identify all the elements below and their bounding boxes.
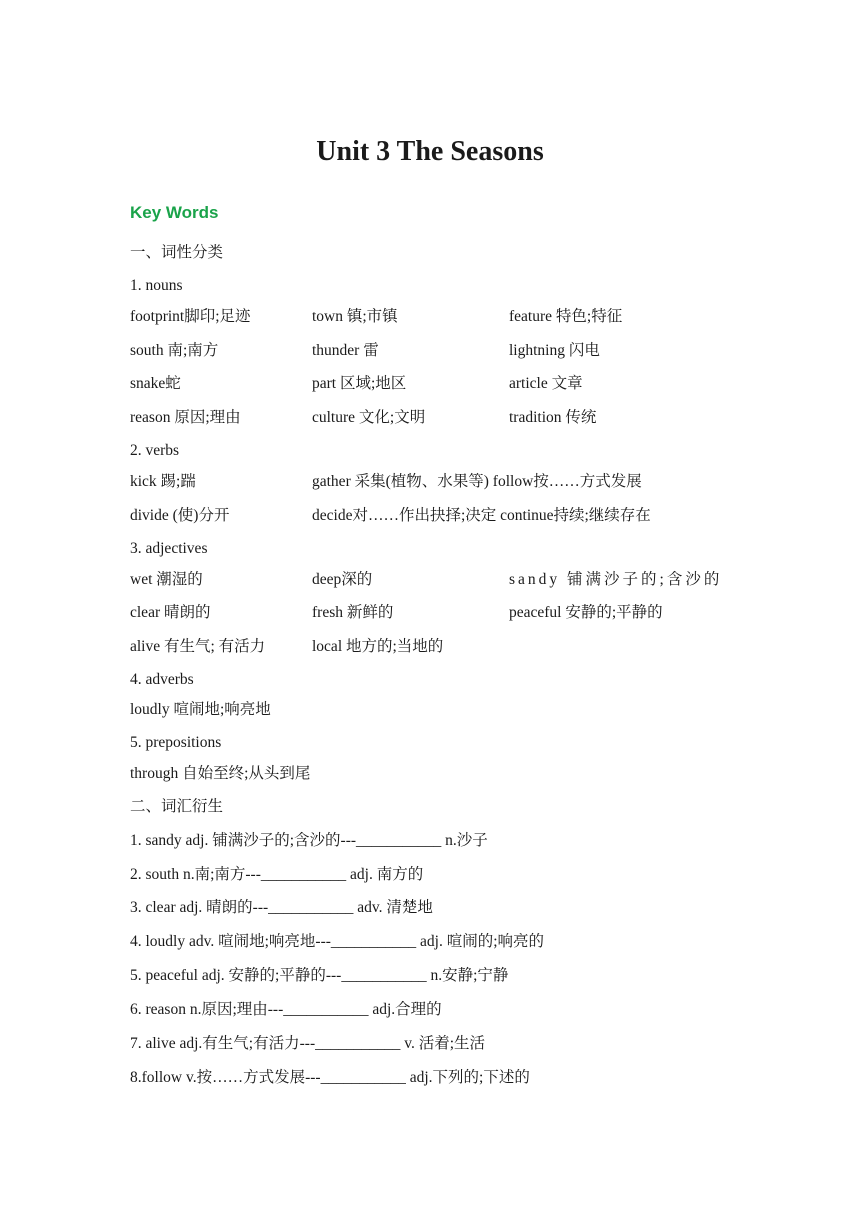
derivation-exercise: 6. reason n.原因;理由---___________ adj.合理的 <box>130 1001 442 1018</box>
section-heading-word-class: 一、词性分类 <box>130 244 224 261</box>
vocab-item: sandy 铺满沙子的;含沙的 <box>509 571 723 588</box>
vocab-item: alive 有生气; 有活力 <box>130 638 266 655</box>
verbs-heading: 2. verbs <box>130 442 180 459</box>
vocab-item: through 自始至终;从头到尾 <box>130 765 311 782</box>
vocab-item: gather 采集(植物、水果等) follow按……方式发展 <box>312 473 642 490</box>
derivation-exercise: 2. south n.南;南方---___________ adj. 南方的 <box>130 866 424 883</box>
vocab-item: peaceful 安静的;平静的 <box>509 604 663 621</box>
vocab-item: culture 文化;文明 <box>312 409 426 426</box>
derivation-exercise: 7. alive adj.有生气;有活力---___________ v. 活着;生活 <box>130 1035 486 1052</box>
vocab-item: kick 踢;踹 <box>130 473 196 490</box>
derivation-exercise: 5. peaceful adj. 安静的;平静的---___________ n.安静;宁静 <box>130 967 509 984</box>
vocab-item: tradition 传统 <box>509 409 597 426</box>
vocab-item: wet 潮湿的 <box>130 571 203 588</box>
vocab-item: thunder 雷 <box>312 342 379 359</box>
vocab-item: decide对……作出抉择;决定 continue持续;继续存在 <box>312 507 651 524</box>
vocab-item: feature 特色;特征 <box>509 308 623 325</box>
vocab-item: fresh 新鲜的 <box>312 604 394 621</box>
key-words-heading: Key Words <box>130 203 219 222</box>
nouns-heading: 1. nouns <box>130 277 183 294</box>
vocab-item: footprint脚印;足迹 <box>130 308 251 325</box>
vocab-item: lightning 闪电 <box>509 342 600 359</box>
vocab-item: divide (使)分开 <box>130 507 230 524</box>
vocab-item: deep深的 <box>312 571 373 588</box>
vocab-item: town 镇;市镇 <box>312 308 398 325</box>
vocab-item: article 文章 <box>509 375 583 392</box>
derivation-exercise: 3. clear adj. 晴朗的---___________ adv. 清楚地 <box>130 899 433 916</box>
adverbs-heading: 4. adverbs <box>130 671 194 688</box>
vocab-item: local 地方的;当地的 <box>312 638 444 655</box>
adjectives-heading: 3. adjectives <box>130 540 208 557</box>
vocab-item: reason 原因;理由 <box>130 409 241 426</box>
derivation-exercise: 1. sandy adj. 铺满沙子的;含沙的---___________ n.沙子 <box>130 832 488 849</box>
section-heading-derivation: 二、词汇衍生 <box>130 798 224 815</box>
vocab-item: snake蛇 <box>130 375 181 392</box>
page-title: Unit 3 The Seasons <box>316 136 544 167</box>
derivation-exercise: 8.follow v.按……方式发展---___________ adj.下列的;下述的 <box>130 1069 530 1086</box>
derivation-exercise: 4. loudly adv. 喧闹地;响亮地---___________ adj. 喧闹的;响亮的 <box>130 933 545 950</box>
vocab-item: loudly 喧闹地;响亮地 <box>130 701 271 718</box>
vocab-item: part 区域;地区 <box>312 375 407 392</box>
prepositions-heading: 5. prepositions <box>130 734 222 751</box>
vocab-item: south 南;南方 <box>130 342 219 359</box>
vocab-item: clear 晴朗的 <box>130 604 211 621</box>
